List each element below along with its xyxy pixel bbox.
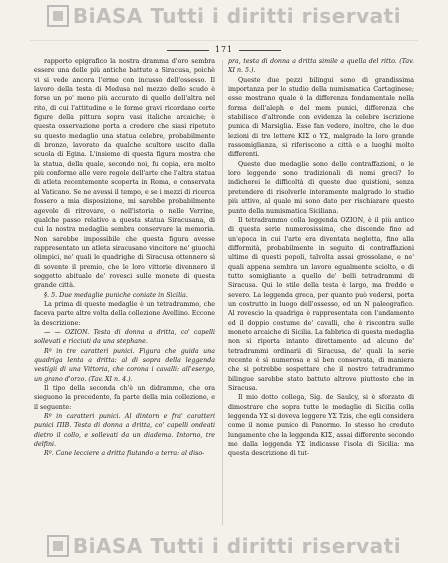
paragraph: Rº in tre caratteri punici. Figura che guida una quadriga lenta a dritta: al di sopra della leggenda vestigii di una Vittoria, che corona i cavalli: all'esergo, un grano d'orzo. (Tav. XI n. 4.).	[34, 347, 215, 383]
paragraph: La prima di queste medaglie è un tetradrammo, che faceva parte altre volta della collezione Avellino. Eccone la descrizione:	[34, 300, 215, 327]
header-divider	[30, 40, 418, 41]
paragraph: Rº. Cane lecciere a dritta fiutando a terra: al diso-	[44, 450, 205, 458]
left-column	[34, 57, 215, 532]
paragraph: Il mio dotto collega, Sig. de Saulcy, si è sforzato di dimostrare che sopra tutte le medaglie di Sicilia colla leggenda ΥΣ si doveva leggere ΥΣ Tzis, che egli considera come il nome punico di Panormo. Io stesso ho creduto lungamente che la leggenda ΚΙΣ, assai differente secondo me dalla leggenda ΥΣ indicasse l'isola di Sicilia: ma questa descrizione di tut-	[228, 394, 414, 458]
watermark-text: BiASA Tutti i diritti riservati	[72, 534, 402, 558]
paragraph: Queste due medaglie sono delle contraffazioni, o le loro leggende sono tradizionali di nomi greci? Io indicherei le difficoltà di queste due quistioni, senza pretendere di risolverle interamente malgrado lo studio più attivo, al quale mi sono dato per rischiarare questo punto della numismatica Siciliana.	[228, 160, 414, 215]
paragraph: Il tipo della seconda ch'è un didrammo, che ora sieguono la precedente, fa parte della mia collezione, e il seguente:	[34, 385, 215, 411]
library-logo-icon	[47, 535, 69, 557]
watermark-text: BiASA Tutti i diritti riservati	[72, 4, 402, 28]
paragraph: Queste due pezzi bilingui sono di grandissima importanza per lo studio della numismatica Cartaginese; esse mostrano quale è la differenza fondamentale nella forma dell'aleph e del mem punici, differenza che stabilisce d'altronde con evidenza la celebre iscrizione punica di Marsiglia. Esse fan vedere, inoltre, che le due lezioni di tre lettere ΚΙΣ o ΥΣ, malgrado la loro grande rassomiglianza, si riferiscono a città e a luoghi molto differenti.	[228, 76, 414, 159]
paragraph: Il tetradrammo colla leggenda ΟΖΙΟΝ, è il più antico di questa serie numerosissima, che discende fino ad un'epoca in cui l'arte era diventata negletta, fino alla difformità, probabilmente in seguito di contraffazioni ultime di questi popoli, talvolta assai grossolane, e ne' quali appena sembra un lavoro egualmente sciolto, e di tutto somigliante a quello de' belli tetradrammi di Siracusa. Qui lo stile della testa è largo, ma freddo e severo. La leggenda greca, per quanto può vedersi, porta un costrutto in luogo dell'ossesso, ed un N paleografico. Al rovescio la quadriga è rappresentata con l'andamento ed il doppio costume de' cavalli, che è riscontra sulle monete arcaiche di Sicilia. La fabbrica di questa medaglia non si riporta intanto direttamente ad alcuno de' tetradrammi ordinarii di Siracusa, de' quali la serie recente è sì numerosa e sì ben conservata, di maniera che si potrebbe sospettare che il nostro tetradrammo bilingue sarebbe stato battuto altrove piuttosto che in Siracusa.	[228, 216, 414, 393]
column-divider	[222, 60, 223, 525]
paragraph: pra, testa di donna a dritta simile a quella del ritto. (Tav. XI n. 5.).	[228, 58, 414, 75]
paragraph: §. 5. Due medaglie puniche coniate in Sicilia.	[44, 291, 188, 299]
page-number: 171	[0, 45, 448, 54]
watermark-bottom	[0, 534, 448, 558]
library-logo-icon	[47, 5, 69, 27]
paragraph: rapporto epigrafico la nostra dramma d'oro sembra essere una delle più antiche battute a Siracusa, poichè vi si vede ancora l'erme con incusso dell'ossesso. Il lavoro della testa di Medusa nel mezzo dello scudo è forse un po' meno più accurato di quello dell'altra nel rito, di cui l'attitudine e le forme gravi ricordano certe figure della pittura sopra vasi italiche arcaiche; è questa osservazione porta a credere che siasi ripetuto su questo medaglio una statua celebre, probabilmente di bronzo, lavorato da qualche scultore uscito dalla scuola di Egina. L'insieme di questa figura mostra che la statua, della quale, secondo noi, fu copia, era molto più conforme alle vere regole dell'arte che l'altra statua di atleta recentemente scoperta in Roma, e conservata al Vaticano. Se ne avessi il tempo, e se i mezzi di ricerca fossero a mia disposizione, mi sarebbe probabilmente agevole di ritrovare, o nell'istoria o nelle Verrine, qualche passo relativo a questa statua Siracusana, di cui la nostra medaglia sembra conservare la memoria. Non sarebbe impossibile che questa figura avesse rappresentato un atleta siracusano vincitore ne' giuochi olimpici, ne' quali le quadrighe di Siracusa ottennero sì di sovente il premio, che le loro vittorie divennero il soggetto abituale de' rovesci sulle monete di questa grande città.	[34, 58, 215, 290]
watermark-top	[0, 4, 448, 28]
paragraph: Rº in caratteri punici. Al dintorn e fra' caratteri punici ΠΙΒ. Testa di donna a dritta, co' capelli ondeati dietro il collo, e sollevati da un diadema. Intorno, tre delfini.	[34, 413, 215, 449]
paragraph: — — OZION. Testa di donna a dritta, co' capelli sollevati e ricciuti da una stephane.	[34, 328, 215, 346]
right-column	[228, 57, 414, 532]
